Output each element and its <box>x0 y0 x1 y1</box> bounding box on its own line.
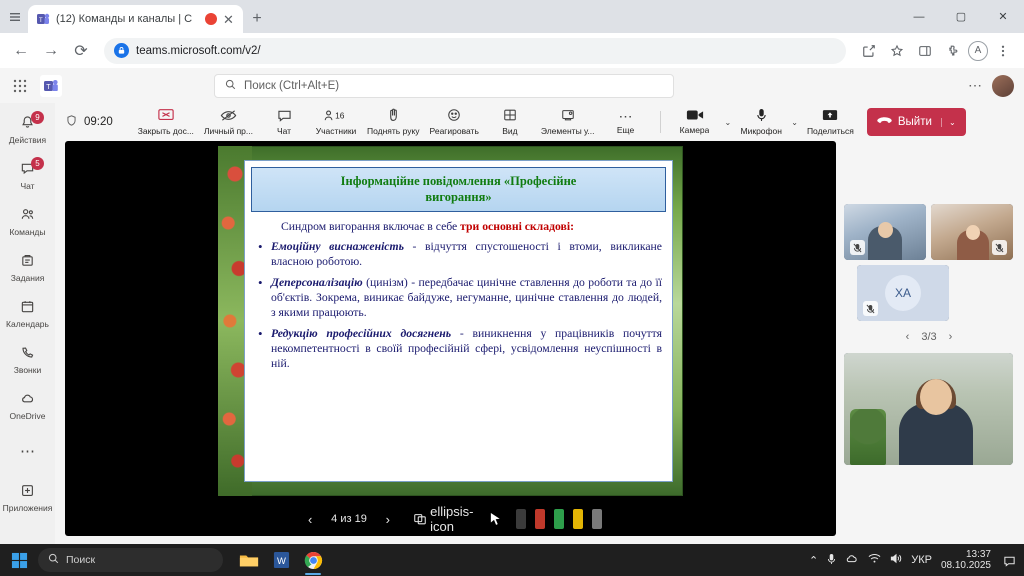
slide-title-line1: Інформаційне повідомлення «Професійне <box>340 174 577 188</box>
raise-hand-button[interactable] <box>362 103 425 141</box>
teams-logo-icon <box>40 75 62 97</box>
teams-icon <box>20 207 35 225</box>
sidebar-item-calls[interactable] <box>0 337 55 383</box>
meeting-controls <box>133 103 652 141</box>
tabstrip-left <box>0 0 24 33</box>
left-rail <box>0 103 55 544</box>
person-head <box>966 225 980 240</box>
taskbar-search-input[interactable] <box>38 548 223 572</box>
mic-off-icon <box>863 301 878 316</box>
windows-taskbar <box>0 544 1024 576</box>
grid-view-icon <box>503 108 517 125</box>
leave-label: Выйти <box>897 116 932 128</box>
mic-control[interactable] <box>735 103 802 141</box>
search-placeholder: Поиск (Ctrl+Alt+E) <box>244 79 340 92</box>
pointer-icon[interactable] <box>485 508 507 530</box>
background-plant <box>850 409 886 465</box>
tool-label: Личный пр... <box>203 125 253 136</box>
plus-box-icon <box>20 483 35 501</box>
tool-label: Поднять руку <box>367 126 420 136</box>
sidepanel-icon[interactable] <box>912 38 938 64</box>
mic-off-icon <box>992 240 1007 255</box>
tool-label: Микрофон <box>740 126 782 136</box>
participant-avatar-xa[interactable] <box>857 265 949 321</box>
calendar-icon <box>20 299 35 317</box>
camera-button[interactable] <box>669 103 721 141</box>
chat-bubble-icon <box>277 109 292 125</box>
address-bar-url: teams.microsoft.com/v2/ <box>136 44 261 57</box>
star-icon[interactable] <box>884 38 910 64</box>
tool-label: Вид <box>502 126 518 136</box>
tool-label: Участники <box>315 125 357 136</box>
tab-menu-icon[interactable] <box>6 8 24 26</box>
tool-label: Чат <box>276 125 292 136</box>
sidebar-item-label: Команды <box>9 227 46 237</box>
more-dots-icon: ⋯ <box>20 442 35 460</box>
system-tray <box>809 549 1018 572</box>
sidebar-item-chat[interactable] <box>0 153 55 199</box>
window-controls <box>898 0 1024 33</box>
slide-title-line2: вигорання» <box>425 189 492 204</box>
back-icon[interactable]: ← <box>13 41 29 59</box>
browser-tab[interactable] <box>28 5 243 33</box>
react-button[interactable] <box>425 103 484 141</box>
mic-off-icon <box>850 240 865 255</box>
meeting-toolbar <box>55 103 1024 141</box>
teams-body <box>0 103 1024 544</box>
leave-button[interactable] <box>867 108 966 136</box>
search-icon <box>225 79 236 93</box>
lock-icon <box>114 43 129 58</box>
sidebar-item-more[interactable] <box>0 429 55 475</box>
reload-icon[interactable]: ⟳ <box>74 42 88 60</box>
teams-favicon <box>36 12 50 26</box>
mic-button[interactable] <box>735 103 787 141</box>
phone-icon <box>20 345 35 363</box>
taskbar-clock[interactable] <box>941 549 991 572</box>
assignments-icon <box>20 253 35 271</box>
chat-badge: 5 <box>31 157 44 170</box>
shield-icon <box>65 114 78 130</box>
sidebar-item-apps[interactable] <box>0 475 55 521</box>
person-head <box>878 222 893 238</box>
clock-time: 13:37 <box>965 548 991 560</box>
more-actions-button[interactable] <box>600 103 652 141</box>
view-button[interactable] <box>484 103 536 141</box>
tool-label: Закрыть дос... <box>137 126 194 136</box>
shared-screen[interactable] <box>65 141 836 536</box>
meeting-content <box>55 141 1024 544</box>
raise-hand-icon <box>387 108 400 125</box>
browser-tab-title: (12) Команды и каналы | С <box>56 13 193 25</box>
share-icon[interactable] <box>856 38 882 64</box>
teams-header-actions <box>968 75 1014 97</box>
room-elements-button[interactable] <box>536 103 600 141</box>
sidebar-item-assignments[interactable] <box>0 245 55 291</box>
avatar-initials: ХА <box>885 275 921 311</box>
bullet-term: Емоційну виснаженість <box>271 240 404 254</box>
eye-off-icon <box>220 109 237 125</box>
sidebar-item-label: Приложения <box>2 503 53 513</box>
sidebar-item-label: Чат <box>20 181 35 191</box>
panel-spacer <box>844 141 1014 199</box>
tab-close-icon[interactable]: ✕ <box>223 11 234 27</box>
camera-icon <box>686 109 704 124</box>
sidebar-item-calendar[interactable] <box>0 291 55 337</box>
participants-button[interactable] <box>310 103 362 141</box>
meeting-stage <box>55 103 1024 544</box>
chevron-up-icon[interactable]: ⌃ <box>808 554 819 567</box>
participant-video-1[interactable] <box>844 204 926 260</box>
language-indicator[interactable]: УКР <box>911 554 932 566</box>
user-avatar[interactable] <box>992 75 1014 97</box>
search-input[interactable] <box>214 74 674 98</box>
ellipsis-icon: ⋯ <box>618 108 633 124</box>
private-view-button[interactable] <box>199 103 258 141</box>
grid-icon[interactable] <box>10 76 30 96</box>
participant-video-main[interactable] <box>844 353 1013 465</box>
search-icon <box>48 553 59 567</box>
pen-black-icon[interactable] <box>516 509 526 529</box>
bullet-term: Деперсоналізацію <box>271 276 363 290</box>
omnibox-actions <box>856 38 1016 64</box>
slide-more-icon[interactable]: ellipsis-icon <box>430 504 474 534</box>
tool-label: Камера <box>679 125 710 135</box>
slide-body <box>245 212 672 382</box>
sidebar-item-label: Звонки <box>13 365 42 375</box>
people-icon <box>323 109 349 125</box>
slide-lead-highlight: три основні складові: <box>460 220 574 234</box>
bullet-term: Редукцію професійних досягнень <box>271 327 452 341</box>
windows-start-icon[interactable] <box>6 547 32 573</box>
forward-icon[interactable]: → <box>43 41 59 59</box>
thumbnails-icon[interactable] <box>409 508 431 530</box>
slide-lead-normal: Синдром вигорання включає в себе <box>281 220 461 234</box>
prev-slide-button[interactable]: ‹ <box>308 511 313 527</box>
toolbar-divider <box>660 111 661 133</box>
slide-bullet <box>255 327 662 372</box>
share-tray-icon <box>822 109 838 125</box>
tool-label: Элементы у... <box>540 126 595 136</box>
svg-text:W: W <box>276 555 286 567</box>
pen-gray-icon[interactable] <box>592 509 602 529</box>
chat-button[interactable] <box>258 103 310 141</box>
emoji-icon <box>447 108 461 125</box>
tool-label: Реагировать <box>429 126 479 136</box>
wifi-icon[interactable] <box>868 553 881 567</box>
stop-share-icon <box>158 108 174 125</box>
tool-label: Еще <box>616 125 635 135</box>
slide-content <box>244 160 673 482</box>
sidebar-item-activity[interactable] <box>0 107 55 153</box>
activity-badge: 9 <box>31 111 44 124</box>
svg-text:16: 16 <box>335 109 345 120</box>
clock-date: 08.10.2025 <box>940 560 991 571</box>
notification-icon[interactable] <box>1000 551 1018 569</box>
participants-panel <box>844 141 1014 536</box>
stop-sharing-button[interactable] <box>133 103 199 141</box>
mic-icon[interactable] <box>827 553 836 568</box>
cloud-icon[interactable] <box>845 553 859 567</box>
new-tab-button[interactable]: + <box>252 10 262 27</box>
taskbar-search-placeholder: Поиск <box>66 554 96 566</box>
sidebar-item-label: Действия <box>8 135 47 145</box>
bullet-text: - виникнення у працівників почуття некомпетентності в своїй професійній сфері, усвідомлення неуспішності в ній. <box>271 327 662 370</box>
pager-prev-button[interactable]: ‹ <box>905 331 910 343</box>
participant-tiles-row <box>844 204 1014 260</box>
svg-text:T: T <box>39 18 43 24</box>
cloud-icon <box>20 391 35 409</box>
slide-counter: 4 из 19 <box>331 513 367 525</box>
minimize-button[interactable]: — <box>913 10 925 23</box>
participants-pager <box>844 326 1014 348</box>
chevron-down-icon[interactable]: ⌄ <box>724 117 732 127</box>
next-slide-button[interactable]: › <box>385 511 390 527</box>
slide-controls <box>65 504 836 534</box>
slide-bullet <box>255 240 662 270</box>
sidebar-item-teams[interactable] <box>0 199 55 245</box>
sidebar-item-label: Календарь <box>6 319 49 329</box>
close-window-button[interactable]: ✕ <box>998 11 1008 23</box>
slide-bullet <box>255 276 662 321</box>
participant-video-2[interactable] <box>931 204 1013 260</box>
room-icon <box>561 108 575 125</box>
sidebar-item-onedrive[interactable] <box>0 383 55 429</box>
chrome-icon[interactable] <box>301 548 325 572</box>
browser-tabstrip <box>0 0 1024 33</box>
taskbar-apps <box>237 548 325 572</box>
presentation-slide <box>218 146 683 496</box>
recording-dot-icon <box>205 13 217 25</box>
annotation-tools <box>485 508 602 530</box>
teams-app <box>0 68 1024 544</box>
folder-icon[interactable] <box>237 548 261 572</box>
mic-icon <box>756 108 767 125</box>
chevron-down-icon[interactable]: ⌄ <box>791 117 798 127</box>
word-icon[interactable] <box>269 548 293 572</box>
camera-control[interactable] <box>669 103 736 141</box>
person-head <box>920 379 952 415</box>
bullet-text: (цинізм) - передбачає цинічне ставлення до роботи та до її об'єктів. Зокрема, виникає байдуже, негуманне, цинічне ставлення до людей, з якими працюють. <box>271 276 662 320</box>
pen-green-icon[interactable] <box>554 509 564 529</box>
puzzle-icon[interactable] <box>940 38 966 64</box>
chevron-down-icon[interactable]: ⌄ <box>941 118 956 127</box>
bullet-text: - відчуття спустошеності і втоми, викликане власною роботою. <box>271 240 662 269</box>
pen-yellow-icon[interactable] <box>573 509 583 529</box>
share-button[interactable] <box>802 103 859 141</box>
slide-bullet-list <box>255 240 662 372</box>
tool-label: Поделиться <box>806 125 854 136</box>
slide-lead <box>255 220 662 235</box>
maximize-button[interactable]: ▢ <box>955 11 967 23</box>
slide-title <box>251 167 666 212</box>
sidebar-item-label: Задания <box>10 273 45 283</box>
hangup-icon <box>877 116 892 129</box>
address-bar[interactable] <box>104 38 846 64</box>
pen-red-icon[interactable] <box>535 509 545 529</box>
teams-header <box>0 68 1024 103</box>
meeting-timer: 09:20 <box>84 116 113 128</box>
browser-toolbar <box>0 33 1024 68</box>
sidebar-item-label: OneDrive <box>9 411 46 421</box>
svg-text:T: T <box>46 83 51 91</box>
kebab-menu-icon[interactable] <box>990 38 1016 64</box>
profile-avatar[interactable]: A <box>968 41 988 61</box>
pager-label: 3/3 <box>921 331 937 343</box>
pager-next-button[interactable]: › <box>948 331 953 343</box>
volume-icon[interactable] <box>890 553 902 567</box>
ellipsis-icon[interactable]: ⋯ <box>968 77 982 93</box>
